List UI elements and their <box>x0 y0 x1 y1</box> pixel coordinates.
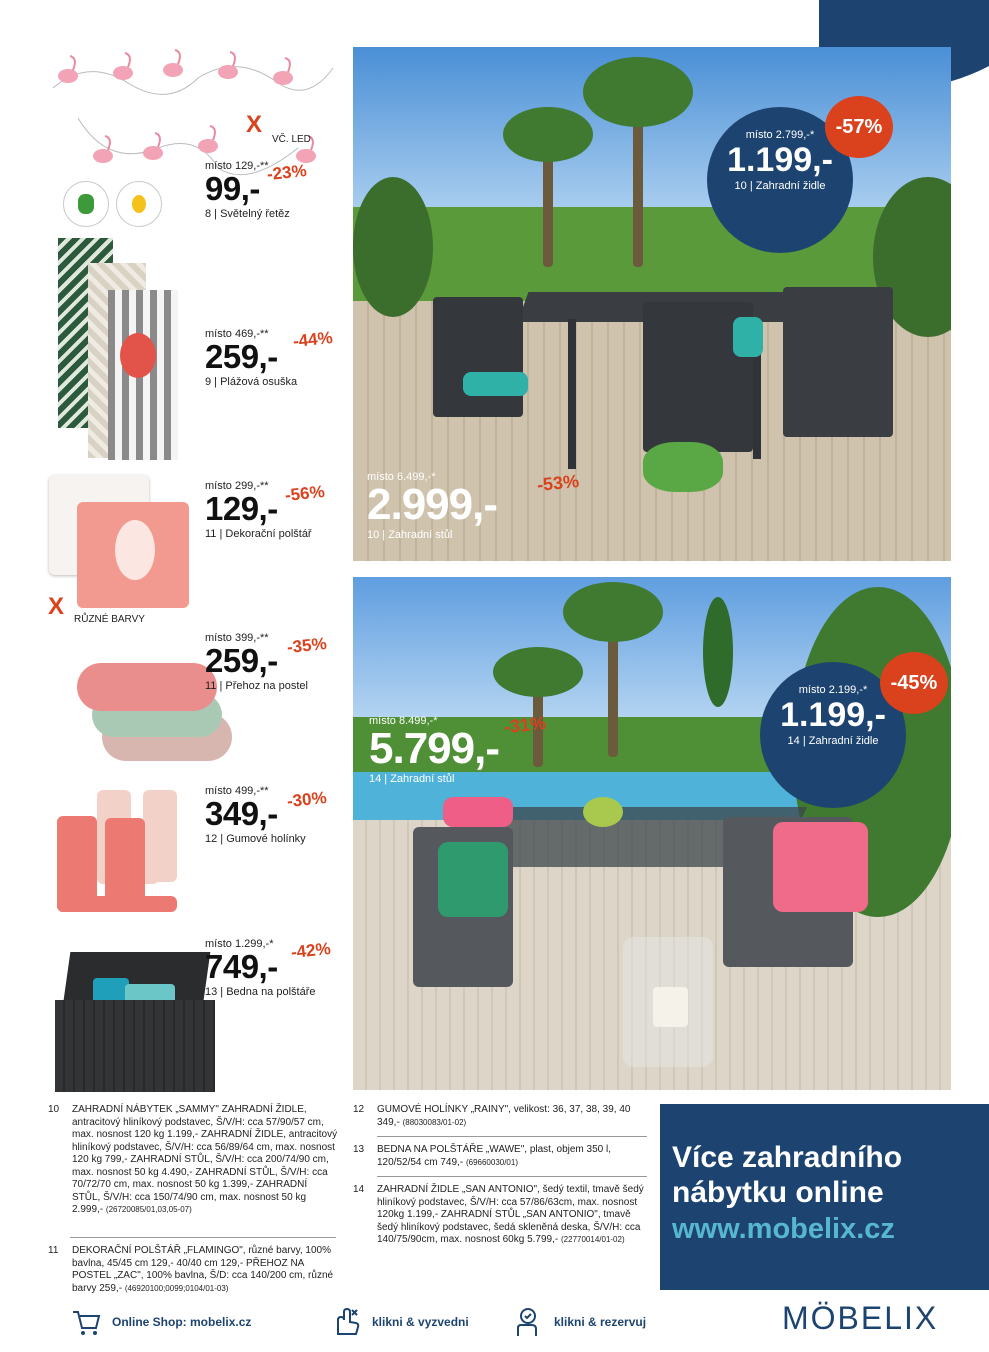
discount-badge: -42% <box>290 938 332 963</box>
description-14: 14 ZAHRADNÍ ŽIDLE „SAN ANTONIO", šedý textil, tmavě šedý hliníkový podstavec, Š/V/H: cca 57/86/63cm, max. nosnost 120kg 1.199,- ZAHRADNÍ STŮL „SAN ANTONIO", tmavě šedý hliníkový podstavec, šedá skleněná deska, Š/V/H: cca 140/75/90cm, max. nosnost 60kg 5.799,- (22770014/01-02) <box>353 1184 644 1245</box>
option-swatch-cactus[interactable] <box>63 181 109 227</box>
new-price: 259,- <box>205 338 278 375</box>
shop-url: mobelix.cz <box>190 1315 252 1329</box>
cushion-box-image <box>55 952 220 1094</box>
old-price: místo 469,-** <box>205 328 269 340</box>
reserve-label: klikni & rezervuj <box>554 1315 647 1329</box>
discount-badge: -23% <box>266 160 308 185</box>
old-price: místo 499,-** <box>205 785 269 797</box>
discount-badge: -53% <box>536 470 580 496</box>
hand-click-icon <box>330 1306 362 1338</box>
table-price-2[interactable] <box>369 712 547 785</box>
product-rubber-boots[interactable] <box>205 785 328 845</box>
product-cushion[interactable] <box>205 480 326 540</box>
product-label: 10 | Zahradní židle <box>734 180 826 192</box>
new-price: 259,- <box>205 642 278 679</box>
discount-badge: -31% <box>503 712 547 738</box>
product-label: 8 | Světelný řetěz <box>205 208 290 220</box>
pineapple-icon <box>132 195 146 213</box>
old-price: místo 2.799,-* <box>745 129 815 141</box>
table-price-1[interactable] <box>367 470 580 541</box>
promo-line-2: nábytku online <box>672 1176 884 1210</box>
old-price: místo 299,-** <box>205 480 269 492</box>
new-price: 129,- <box>205 490 278 527</box>
product-label: 9 | Plážová osuška <box>205 376 298 388</box>
new-price: 749,- <box>205 948 278 985</box>
discount-badge-chair-1: -57% <box>825 96 893 158</box>
new-price: 2.999,- <box>367 480 497 529</box>
discount-badge: -56% <box>284 481 326 506</box>
description-10: 10 ZAHRADNÍ NÁBYTEK „SAMMY" ZAHRADNÍ ŽIDLE, antracitový hliníkový podstavec, Š/V/H: cca 57/90/57 cm, max. nosnost 120 kg 1.199,- ZAHRADNÍ ŽIDLE, antracitový hliníkový podstavec, Š/V/H: cca 56/89/64 cm, max. nosnost 120 kg 799,- ZAHRADNÍ STŮL, Š/V/H: cca 200/74/90 cm, max. nosnost 50 kg 4.490,- ZAHRADNÍ STŮL, Š/V/H: cca 70/72/70 cm, max. nosnost 50 kg 1.399,- ZAHRADNÍ STŮL, Š/V/H: cca 150/74/90 cm, max. nosnost 50 kg 2.999,- (26720085/01,03,05-07) <box>48 1104 338 1215</box>
promo-line-1: Více zahradního <box>672 1141 903 1174</box>
divider <box>70 1237 336 1238</box>
description-12: 12 GUMOVÉ HOLÍNKY „RAINY", velikost: 36, 37, 38, 39, 40 349,- (88030083/01-02) <box>353 1104 631 1128</box>
description-11: 11 DEKORAČNÍ POLŠTÁŘ „FLAMINGO", různé barvy, 100% bavlna, 45/45 cm 129,- 40/40 cm 129,- PŘEHOZ NA POSTEL „ZAC", 100% bavlna, Š/D: cca 140/200 cm, různé barvy 259,- (46920100;0099;0104/01-03) <box>48 1245 334 1294</box>
mobelix-logo: MÖBELIX <box>782 1300 939 1336</box>
divider <box>377 1176 647 1177</box>
old-price: místo 1.299,-* <box>205 938 274 950</box>
colors-x-mark: X <box>48 593 65 620</box>
option-swatch-pineapple[interactable] <box>116 181 162 227</box>
product-bedspread[interactable] <box>205 632 328 692</box>
new-price: 349,- <box>205 795 278 832</box>
garden-furniture-photo-2 <box>353 577 951 1090</box>
new-price: 99,- <box>205 170 260 207</box>
cart-icon <box>70 1306 102 1338</box>
product-label: 13 | Bedna na polštáře <box>205 986 316 998</box>
beach-towel-image <box>58 238 188 463</box>
discount-badge-chair-2: -45% <box>880 652 948 714</box>
product-label: 11 | Dekorační polštář <box>205 528 312 540</box>
new-price: 1.199,- <box>780 696 886 734</box>
old-price: místo 6.499,-* <box>367 471 436 483</box>
online-promo-box[interactable] <box>660 1104 989 1290</box>
promo-url-link[interactable]: www.mobelix.cz <box>672 1212 895 1245</box>
old-price: místo 2.199,-* <box>798 684 868 696</box>
product-label: 14 | Zahradní stůl <box>369 773 455 785</box>
divider <box>377 1136 647 1137</box>
rubber-boots-image <box>55 788 215 918</box>
hand-reserve-icon <box>512 1306 544 1338</box>
click-and-reserve-link[interactable] <box>512 1306 646 1338</box>
new-price: 5.799,- <box>369 724 499 773</box>
product-label: 14 | Zahradní židle <box>787 735 879 747</box>
old-price: místo 8.499,-* <box>369 715 438 727</box>
new-price: 1.199,- <box>727 141 833 179</box>
online-shop-link[interactable] <box>70 1306 251 1338</box>
product-label: 11 | Přehoz na postel <box>205 680 308 692</box>
click-and-collect-link[interactable] <box>330 1306 469 1338</box>
old-price: místo 399,-** <box>205 632 269 644</box>
discount-badge: -44% <box>292 327 334 352</box>
product-light-string[interactable] <box>205 160 308 220</box>
product-cushion-box[interactable] <box>205 938 332 998</box>
discount-badge: -35% <box>286 633 328 658</box>
shop-label: Online Shop: <box>112 1315 187 1329</box>
pickup-label: klikni & vyzvedni <box>372 1315 469 1329</box>
old-price: místo 129,-** <box>205 160 269 172</box>
product-beach-towel[interactable] <box>205 327 334 388</box>
description-13: 13 BEDNA NA POLŠTÁŘE „WAWE", plast, objem 350 l, 120/52/54 cm 749,- (69660030/01) <box>353 1144 611 1168</box>
cactus-icon <box>78 194 94 214</box>
discount-badge: -30% <box>286 787 328 812</box>
cushion-image <box>45 470 195 610</box>
led-note: VČ. LED <box>272 134 311 145</box>
led-x-mark: X <box>246 111 263 138</box>
colors-note: RŮZNÉ BARVY <box>74 614 145 625</box>
product-label: 12 | Gumové holínky <box>205 833 306 845</box>
product-label: 10 | Zahradní stůl <box>367 529 453 541</box>
